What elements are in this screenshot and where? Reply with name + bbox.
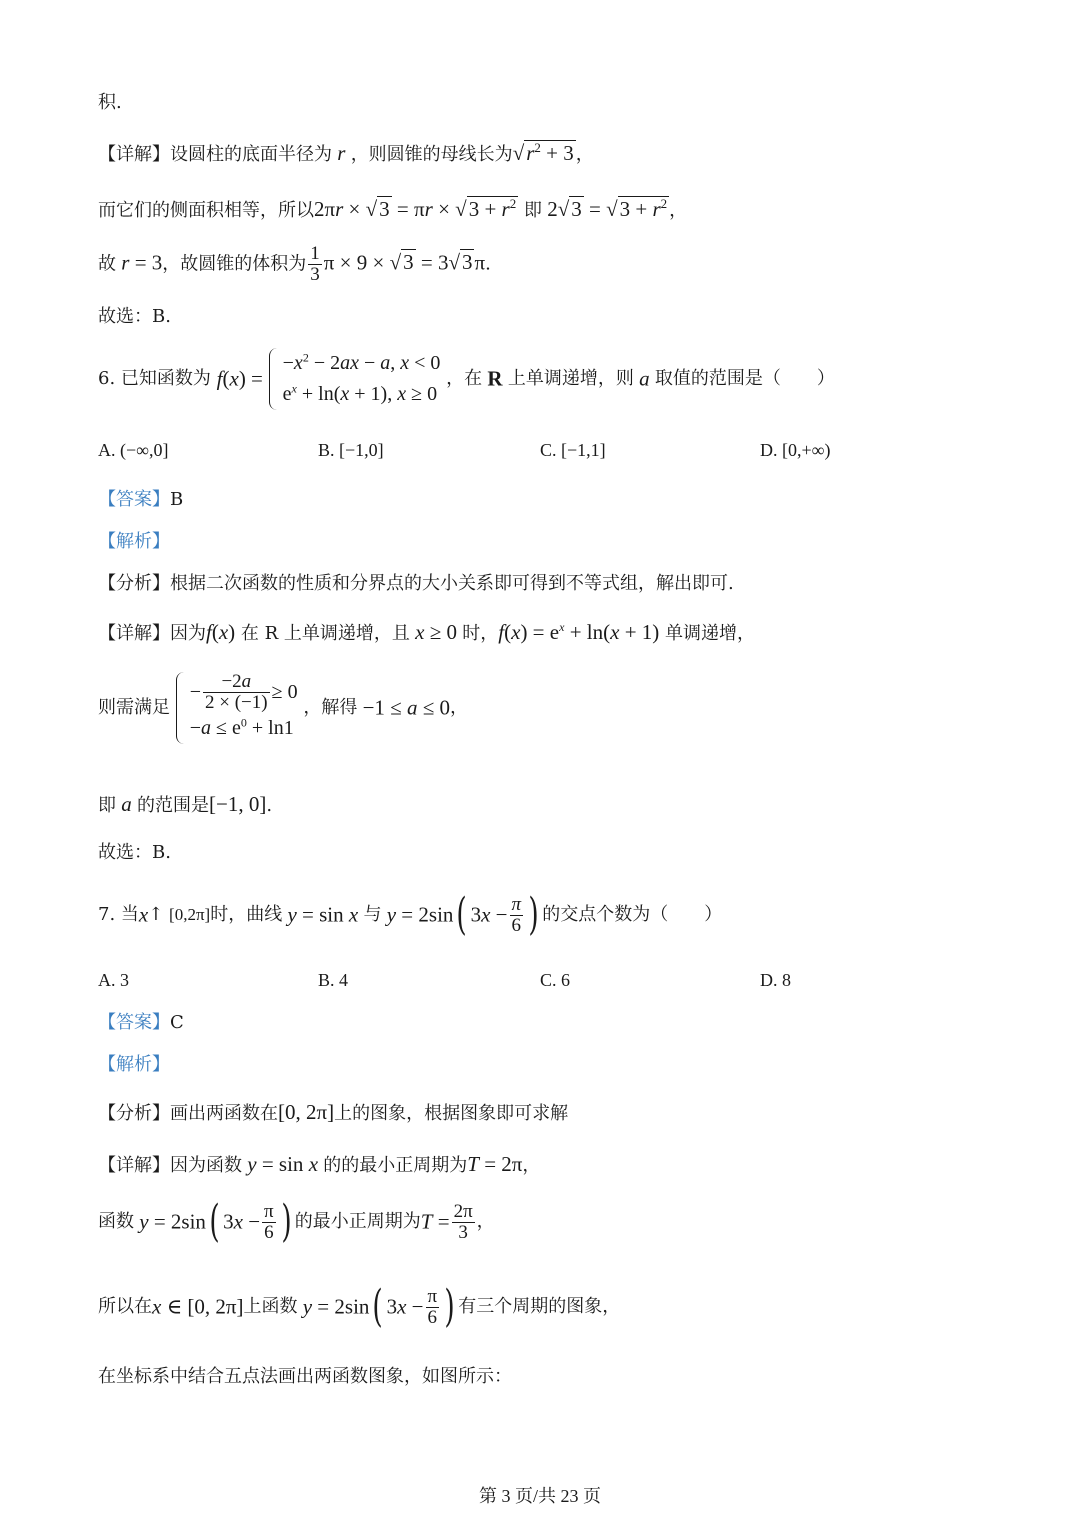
option-a: A. 3 [98, 970, 129, 990]
text-line: 【详解】因为f(x) 在 R 上单调递增，且 x ≥ 0 时，$f(x) = e^x + \ln(x + 1)$ 单调递增， [98, 620, 756, 644]
text-line: 函数 y = 2sin( 3x − $\frac{\pi}{6}$ ) 的最小正周期为T = $\frac{2\pi}{3}$ ， [98, 1196, 495, 1247]
text-line: 【分析】根据二次函数的性质和分界点的大小关系即可得到不等式组，解出即可. [98, 573, 734, 594]
text-line: 积. [98, 92, 122, 113]
inequality-system-brace: − $\frac{-2a}{2 \times (-1)}$ ≥ 0 $-a \le e^0 + \ln 1$ [176, 672, 298, 744]
option-d: D. [0,+∞) [760, 440, 831, 460]
question-7: 7. 当x↑ [0,2π]时，曲线 y = sin x 与 y = 2sin( 3x − $\frac{\pi}{6}$ ) 的交点个数为（ ） [98, 889, 723, 940]
text-line: 故选：B. [98, 842, 171, 863]
text-line: 则需满足 − $\frac{-2a}{2 \times (-1)}$ ≥ 0 $-a \le e^0 + \ln 1$ ，解得 −1 ≤ a ≤ 0， [98, 672, 468, 744]
analysis-tag: 【解析】 [98, 1054, 170, 1075]
option-b: B. [−1,0] [318, 440, 384, 460]
text-line: 【分析】画出两函数在[0, 2π]上的图象，根据图象即可求解 [98, 1100, 569, 1124]
page-footer: 第 3 页/共 23 页 [478, 1486, 601, 1506]
question-6: 6. 已知函数为 f(x) = $-x^2 - 2ax - a$, x < 0 $e^x + \ln(x + 1)$, x ≥ 0 ，在 R 上单调递增，则 a 取值的范围是（ ） [98, 348, 835, 410]
text-line: 【详解】因为函数 y = sin x 的的最小正周期为T = 2π， [98, 1152, 541, 1176]
text-line: 所以在x ∈ [0, 2π]上函数 y = 2sin( 3x − $\frac{\pi}{6}$ ) 有三个周期的图象， [98, 1281, 621, 1332]
answer-line: 【答案】B [98, 489, 184, 510]
option-b: B. 4 [318, 970, 349, 990]
text-line: 在坐标系中结合五点法画出两函数图象，如图所示： [98, 1366, 512, 1387]
text-line: 而它们的侧面积相等，所以$2\pi r \times √3 = \pi r \times √3 + r^2$ 即 $2√3 = √3 + r^2$ ， [98, 196, 688, 221]
answer-line: 【答案】C [98, 1012, 184, 1033]
option-c: C. [−1,1] [540, 440, 606, 460]
text-line: 故 r = 3，故圆锥的体积为 $\frac{1}{3}$ π × 9 × √3 = 3√3π. [98, 243, 491, 285]
option-d: D. 8 [760, 970, 791, 990]
text-line: 【详解】设圆柱的底面半径为 r ，则圆锥的母线长为$√r^2 + 3$ ， [98, 140, 594, 165]
text-line: 即 a 的范围是[−1, 0]. [98, 792, 273, 816]
option-c: C. 6 [540, 970, 571, 990]
text-line: 故选：B. [98, 306, 171, 327]
piecewise-brace: $-x^2 - 2ax - a$, x < 0 $e^x + \ln(x + 1)$, x ≥ 0 [269, 348, 441, 410]
analysis-tag: 【解析】 [98, 531, 170, 552]
option-a: A. (−∞,0] [98, 440, 169, 460]
